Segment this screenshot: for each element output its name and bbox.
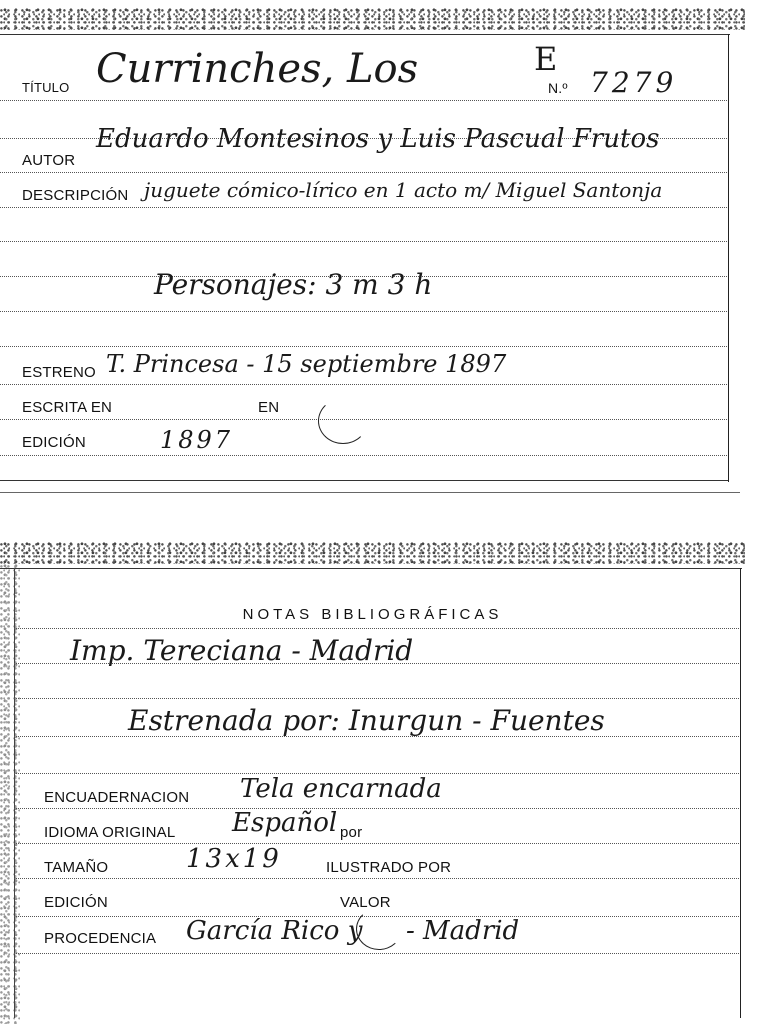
valor-label: VALOR (340, 894, 391, 911)
encuadernacion-label: ENCUADERNACION (44, 789, 190, 806)
edicion-label: EDICIÓN (22, 434, 86, 451)
row-rule (14, 698, 739, 699)
stamp-mark (318, 398, 368, 444)
catalog-card-front (0, 0, 745, 492)
card-top-border (0, 568, 742, 569)
autor-value: Eduardo Montesinos y Luis Pascual Frutos (96, 124, 660, 154)
idioma-label: IDIOMA ORIGINAL (44, 824, 176, 841)
catalog-card-back (0, 538, 745, 1018)
estreno-value: T. Princesa - 15 septiembre 1897 (106, 350, 507, 378)
row-rule (14, 878, 739, 879)
row-rule (0, 455, 727, 456)
card-top-border (0, 34, 730, 35)
row-rule (0, 384, 727, 385)
row-rule (0, 241, 727, 242)
titulo-value: Currinches, Los (96, 46, 419, 92)
section-letter: E (534, 40, 558, 78)
row-rule (0, 346, 727, 347)
descripcion-label: DESCRIPCIÓN (22, 187, 129, 204)
por-label: por (340, 824, 363, 841)
procedencia-label: PROCEDENCIA (44, 930, 157, 947)
row-rule (0, 311, 727, 312)
autor-label: AUTOR (22, 152, 76, 169)
tamano-value: 13x19 (186, 844, 282, 874)
estreno-label: ESTRENO (22, 364, 96, 381)
titulo-label: TÍTULO (22, 80, 70, 95)
personajes-value: Personajes: 3 m 3 h (154, 268, 433, 301)
row-rule (14, 628, 739, 629)
encuadernacion-value: Tela encarnada (240, 774, 442, 804)
card-bottom-border (0, 480, 728, 481)
stamp-mark (356, 908, 402, 950)
procedencia-value-2: - Madrid (406, 916, 520, 946)
row-rule (0, 172, 727, 173)
row-rule (0, 100, 727, 101)
edicion-label-2: EDICIÓN (44, 894, 108, 911)
card-left-border (14, 568, 15, 1018)
note-premiere: Estrenada por: Inurgun - Fuentes (128, 704, 605, 737)
notas-heading: NOTAS BIBLIOGRÁFICAS (242, 606, 503, 623)
ilustrado-label: ILUSTRADO POR (326, 859, 452, 876)
numero-label: N.º (548, 80, 568, 96)
row-rule (14, 808, 739, 809)
card-edge-speckle (0, 8, 745, 30)
row-rule (14, 843, 739, 844)
row-rule (0, 207, 727, 208)
card-right-border (728, 34, 729, 482)
descripcion-value: juguete cómico-lírico en 1 acto m/ Miguel Santonja (144, 178, 663, 202)
card-left-speckle (0, 564, 20, 1024)
card-right-border (740, 568, 741, 1018)
edicion-value: 1897 (160, 426, 234, 454)
note-printer: Imp. Tereciana - Madrid (70, 634, 414, 667)
procedencia-value: García Rico y (186, 916, 363, 946)
en-label: EN (258, 399, 280, 416)
escrita-en-label: ESCRITA EN (22, 399, 113, 416)
card-separator-line (0, 492, 740, 493)
idioma-value: Español (232, 808, 338, 838)
numero-value: 7279 (590, 66, 678, 99)
tamano-label: TAMAÑO (44, 859, 109, 876)
row-rule (14, 953, 739, 954)
card-edge-speckle (0, 542, 745, 564)
